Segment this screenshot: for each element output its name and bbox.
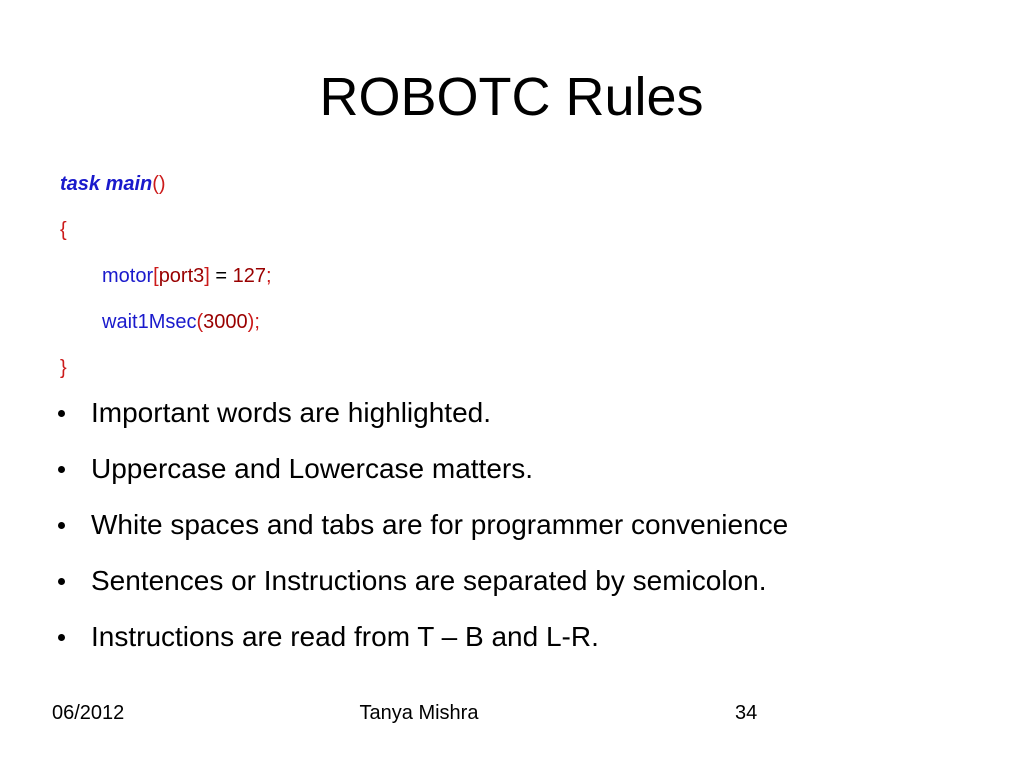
code-symbol: ] — [204, 265, 210, 287]
code-block — [60, 166, 272, 396]
footer-date: 06/2012 — [52, 702, 125, 724]
bullet-text: Important words are highlighted. — [91, 397, 491, 428]
bullet-item — [55, 388, 788, 444]
code-identifier: motor — [102, 265, 154, 287]
code-line-task-main — [60, 166, 272, 212]
code-number: 3000 — [203, 311, 248, 333]
code-operator: = — [209, 265, 233, 287]
code-port: port3 — [158, 265, 205, 287]
code-number: 127 — [232, 265, 267, 287]
bullet-text: Uppercase and Lowercase matters. — [91, 453, 533, 484]
code-keyword: task main — [60, 173, 153, 195]
code-symbol: ); — [247, 311, 260, 333]
bullet-text: White spaces and tabs are for programmer convenience — [91, 509, 789, 540]
code-symbol: () — [152, 173, 166, 195]
footer-page-number: 34 — [735, 702, 758, 724]
code-symbol: ; — [266, 265, 272, 287]
slide-title: ROBOTC Rules — [319, 67, 704, 127]
bullet-dot-icon — [58, 522, 65, 529]
code-line-motor — [60, 258, 272, 304]
bullet-item — [55, 612, 788, 668]
bullet-list — [55, 388, 788, 668]
code-line-open-brace — [60, 212, 272, 258]
bullet-text: Instructions are read from T – B and L-R. — [91, 621, 599, 652]
bullet-item — [55, 500, 788, 556]
bullet-dot-icon — [58, 410, 65, 417]
bullet-item — [55, 444, 788, 500]
code-symbol: { — [60, 219, 67, 241]
bullet-text: Sentences or Instructions are separated by semicolon. — [91, 565, 767, 596]
code-symbol: ( — [196, 311, 204, 333]
footer-author: Tanya Mishra — [359, 702, 479, 724]
bullet-item — [55, 556, 788, 612]
code-line-wait — [60, 304, 272, 350]
code-symbol: } — [60, 357, 67, 379]
bullet-dot-icon — [58, 578, 65, 585]
bullet-dot-icon — [58, 466, 65, 473]
bullet-dot-icon — [58, 634, 65, 641]
code-identifier: wait1Msec — [102, 311, 197, 333]
code-symbol: [ — [153, 265, 159, 287]
